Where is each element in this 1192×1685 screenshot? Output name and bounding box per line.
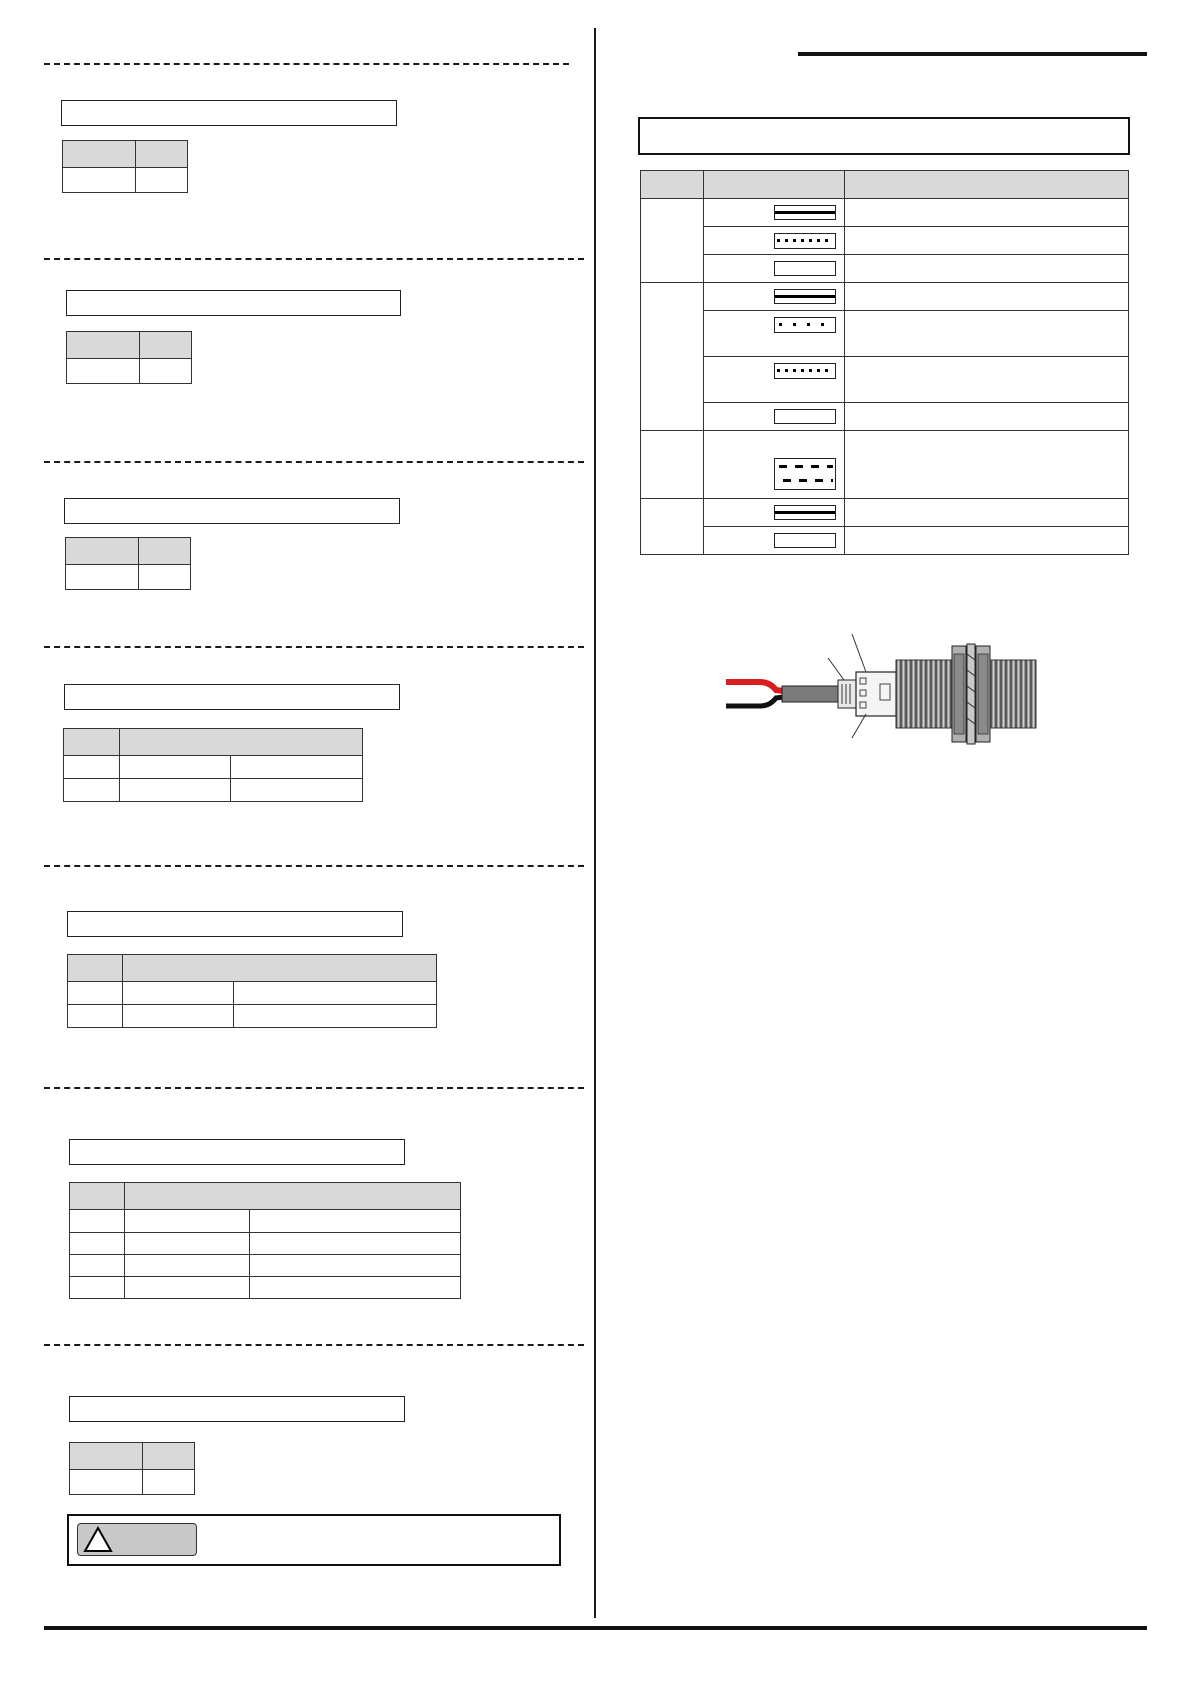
leader-line (852, 634, 866, 672)
sensor-illustration (720, 630, 1040, 750)
section-divider (44, 63, 569, 65)
dense-dotted-line-icon (774, 233, 836, 249)
table-row (64, 756, 363, 779)
strain-relief (838, 680, 858, 708)
table-header-cell (123, 955, 437, 982)
spec-table (63, 728, 363, 802)
table-cell (66, 565, 139, 590)
spec-table (65, 537, 191, 590)
table-cell (67, 359, 140, 384)
table-cell (250, 1255, 461, 1277)
table-row (641, 283, 1129, 311)
table-cell (231, 779, 363, 802)
table-cell (136, 168, 188, 193)
spec-table (67, 954, 437, 1028)
table-header-cell (143, 1443, 195, 1470)
section-divider (44, 258, 584, 260)
description-cell (845, 311, 1129, 357)
empty-bar-icon (774, 261, 836, 276)
table-row (68, 1005, 437, 1028)
column-divider (594, 28, 596, 1618)
section-divider (44, 1087, 584, 1089)
table-header-cell (68, 955, 123, 982)
spec-table (69, 1442, 195, 1495)
empty-bar-icon (774, 533, 836, 548)
section-title-box (69, 1396, 405, 1422)
table-row (641, 499, 1129, 527)
table-cell (70, 1233, 125, 1255)
table-row (641, 311, 1129, 357)
table-header-row (63, 141, 188, 168)
table-header-row (67, 332, 192, 359)
legend-title-box (638, 117, 1130, 155)
table-row (641, 403, 1129, 431)
table-cell (64, 756, 120, 779)
section-title-box (67, 911, 403, 937)
table-row (641, 431, 1129, 499)
description-cell (845, 227, 1129, 255)
table-row (641, 357, 1129, 403)
table-header-cell (70, 1183, 125, 1210)
table-header-cell (139, 538, 191, 565)
threaded-barrel (990, 660, 1036, 728)
table-header-row (68, 955, 437, 982)
table-row (64, 779, 363, 802)
table-cell (125, 1277, 250, 1299)
table-header-row (64, 729, 363, 756)
dense-dotted-line-icon (774, 363, 836, 379)
table-row (70, 1210, 461, 1233)
section-title-box (64, 684, 400, 710)
symbol-cell (704, 311, 845, 357)
leader-line (852, 714, 866, 738)
table-cell (140, 359, 192, 384)
section-divider (44, 646, 584, 648)
table-cell (70, 1255, 125, 1277)
table-cell (125, 1210, 250, 1233)
table-row (70, 1277, 461, 1299)
table-cell (139, 565, 191, 590)
table-cell (123, 982, 234, 1005)
table-header-cell (120, 729, 363, 756)
description-cell (845, 499, 1129, 527)
table-header-cell (140, 332, 192, 359)
table-row (641, 527, 1129, 555)
table-cell (120, 779, 231, 802)
symbol-cell (704, 199, 845, 227)
table-cell (250, 1233, 461, 1255)
table-cell (70, 1210, 125, 1233)
solid-double-line-icon (774, 289, 836, 304)
table-cell (64, 779, 120, 802)
symbol-cell (704, 357, 845, 403)
solid-double-line-icon (774, 505, 836, 520)
section-title-box (66, 290, 401, 316)
warning-triangle-icon (83, 1526, 113, 1553)
header-rule (798, 52, 1147, 56)
table-cell (250, 1277, 461, 1299)
table-header-cell (64, 729, 120, 756)
description-cell (845, 527, 1129, 555)
table-header-cell (136, 141, 188, 168)
spec-table (62, 140, 188, 193)
group-cell (641, 283, 704, 431)
table-header-row (70, 1443, 195, 1470)
symbol-cell (704, 527, 845, 555)
table-header-cell (70, 1443, 143, 1470)
table-header-cell (845, 171, 1129, 199)
description-cell (845, 403, 1129, 431)
double-dashed-line-icon (774, 458, 836, 490)
warning-badge (77, 1523, 197, 1556)
table-row (641, 199, 1129, 227)
table-cell (234, 982, 437, 1005)
table-row (70, 1470, 195, 1495)
section-divider (44, 865, 584, 867)
description-cell (845, 357, 1129, 403)
table-cell (125, 1255, 250, 1277)
table-header-cell (641, 171, 704, 199)
footer-rule (44, 1626, 1147, 1630)
symbol-cell (704, 499, 845, 527)
table-header-cell (704, 171, 845, 199)
section-title-box (61, 100, 397, 126)
group-cell (641, 431, 704, 499)
table-header-row (70, 1183, 461, 1210)
table-header-cell (125, 1183, 461, 1210)
cable-jacket (782, 686, 840, 702)
table-row (641, 255, 1129, 283)
spec-table (66, 331, 192, 384)
description-cell (845, 255, 1129, 283)
table-cell (63, 168, 136, 193)
spec-table (69, 1182, 461, 1299)
table-cell (120, 756, 231, 779)
symbol-cell (704, 255, 845, 283)
section-divider (44, 461, 584, 463)
section-title-box (64, 498, 400, 524)
group-cell (641, 199, 704, 283)
table-header-row (641, 171, 1129, 199)
table-cell (234, 1005, 437, 1028)
symbol-cell (704, 403, 845, 431)
warning-box (67, 1514, 561, 1566)
table-row (70, 1233, 461, 1255)
table-cell (70, 1470, 143, 1495)
table-row (67, 359, 192, 384)
line-legend-table (640, 170, 1129, 555)
sparse-dotted-line-icon (774, 317, 836, 333)
table-header-cell (63, 141, 136, 168)
table-row (68, 982, 437, 1005)
table-row (70, 1255, 461, 1277)
table-cell (250, 1210, 461, 1233)
empty-bar-icon (774, 409, 836, 424)
table-cell (231, 756, 363, 779)
description-cell (845, 199, 1129, 227)
description-cell (845, 431, 1129, 499)
table-header-row (66, 538, 191, 565)
solid-double-line-icon (774, 205, 836, 220)
group-cell (641, 499, 704, 555)
symbol-cell (704, 283, 845, 311)
table-row (66, 565, 191, 590)
leader-line (828, 658, 844, 680)
table-cell (143, 1470, 195, 1495)
table-header-cell (66, 538, 139, 565)
table-row (641, 227, 1129, 255)
table-row (63, 168, 188, 193)
table-cell (123, 1005, 234, 1028)
section-divider (44, 1344, 584, 1346)
description-cell (845, 283, 1129, 311)
table-cell (125, 1233, 250, 1255)
table-cell (68, 1005, 123, 1028)
table-cell (70, 1277, 125, 1299)
table-cell (68, 982, 123, 1005)
section-title-box (69, 1139, 405, 1165)
table-header-cell (67, 332, 140, 359)
symbol-cell (704, 227, 845, 255)
symbol-cell (704, 431, 845, 499)
